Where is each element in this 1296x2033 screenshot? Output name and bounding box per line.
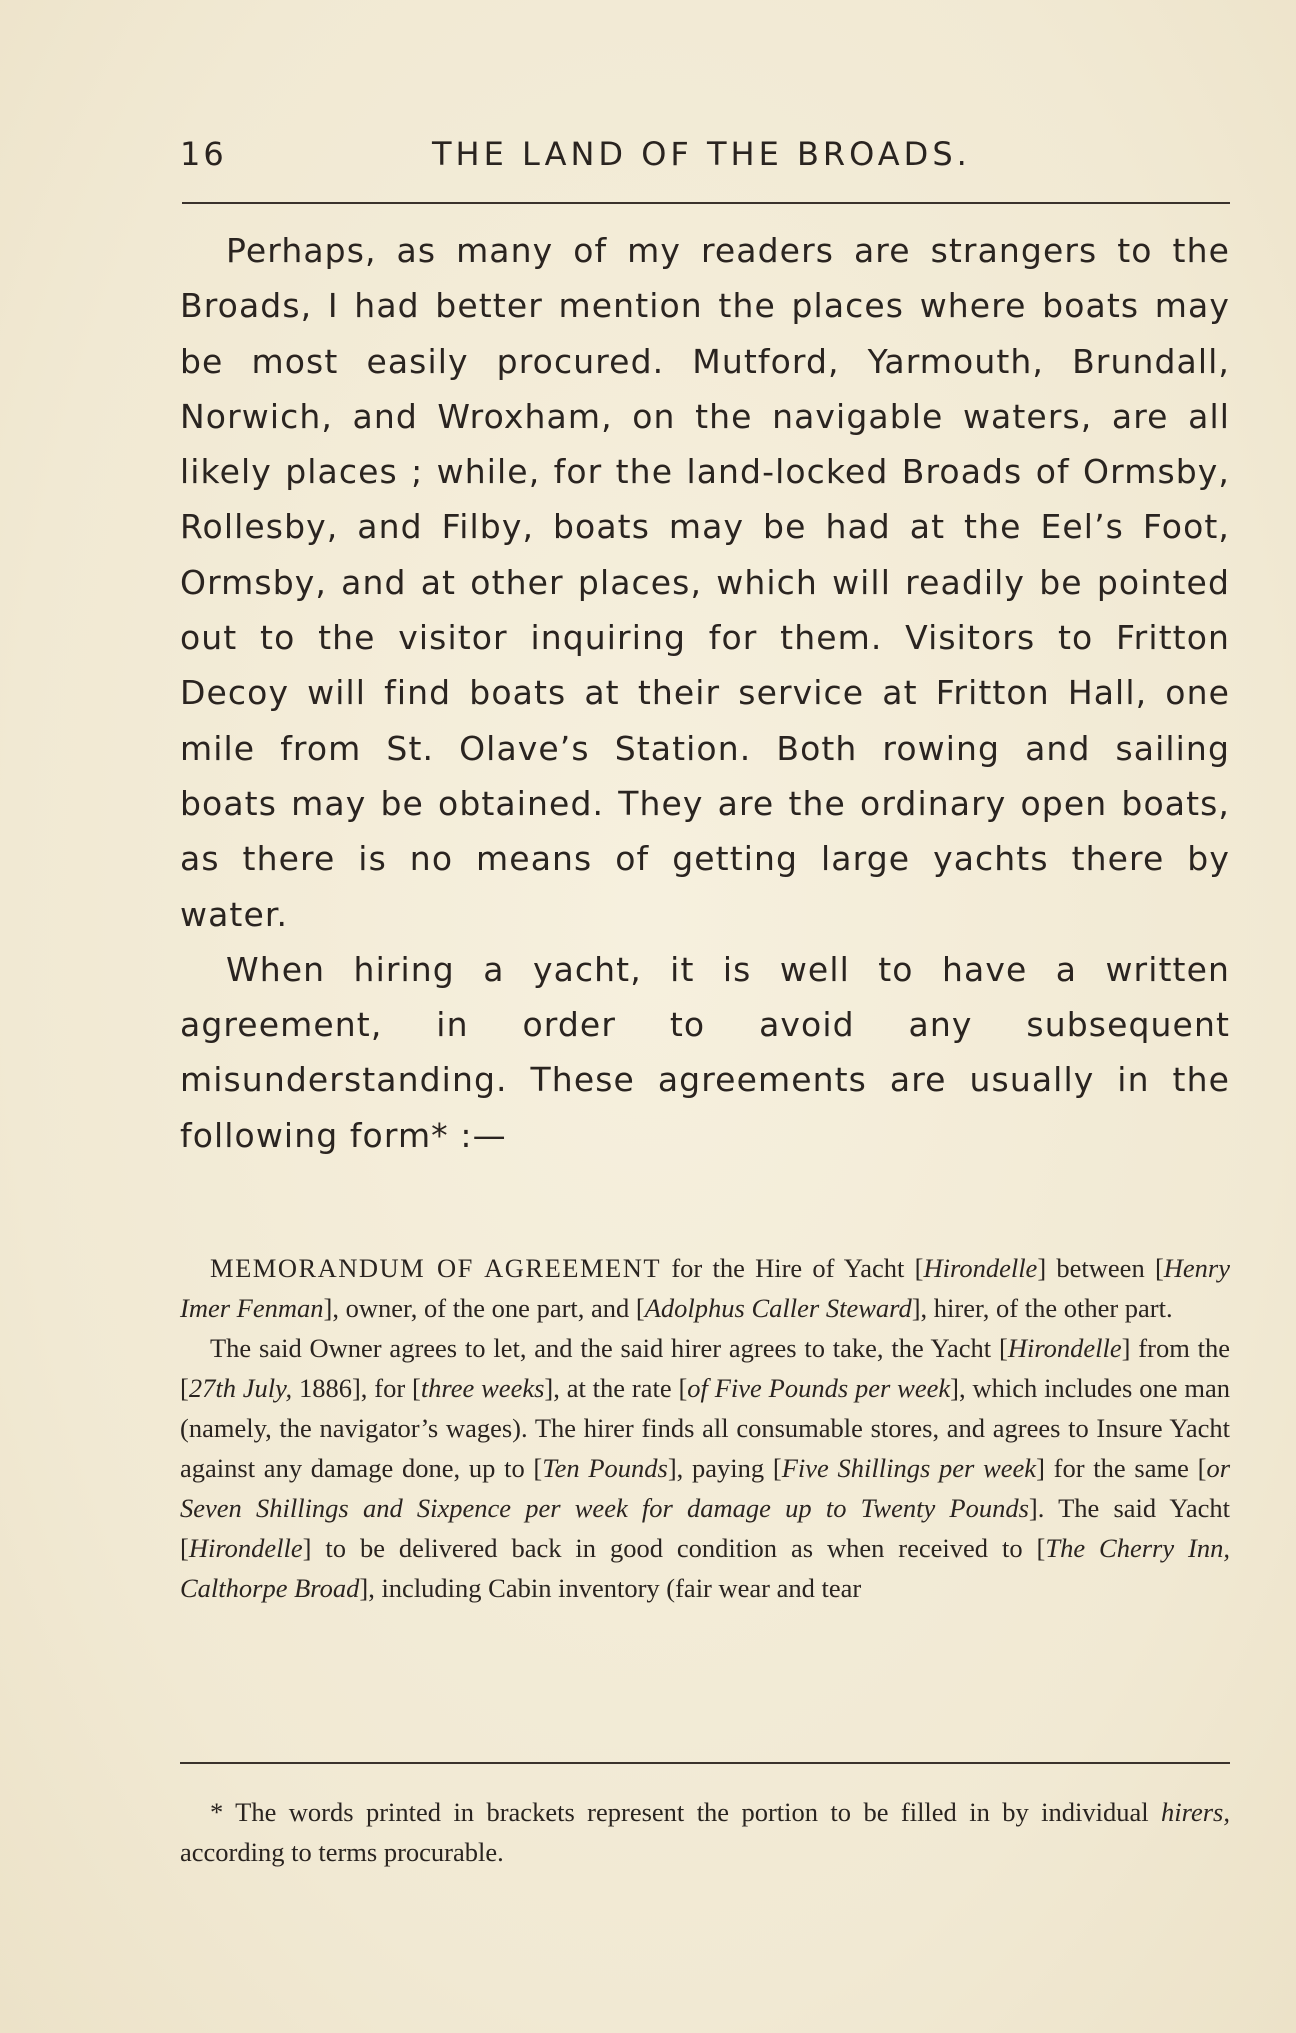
memo-text: ] to be delivered back in good condition as when received to [ [302,1533,1046,1563]
footnote-text [180,1792,1230,1872]
paragraph: Perhaps, as many of my readers are strangers to the Broads, I had better mention the places where boats may be most easily procured. Mutford, Yarmouth, Brundall, Norwich, and Wroxham, on the navigable waters, are all likely places ; while, for the land-locked Broads of Ormsby, Rollesby, and Filby, boats may be had at the Eel’s Foot, Ormsby, and at other places, which will readily be pointed out to the visitor inquiring for them. Visitors to Fritton Decoy will find boats at their service at Fritton Hall, one mile from St. Olave’s Station. Both rowing and sailing boats may be obtained. They are the ordinary open boats, as there is no means of getting large yachts there by water. [180,231,1230,934]
paragraph: When hiring a yacht, it is well to have a written agreement, in order to avoid any subsequent misunderstanding. These agreements are usually in the following form* :— [180,949,1230,1155]
memo-blank-rate: of Five Pounds per week [687,1373,951,1403]
memo-blank-yacht: Hirondelle [188,1533,303,1563]
footnote-emphasis: hirers, [1161,1797,1230,1827]
memo-blank-payment: Five Shillings per week [781,1453,1037,1483]
memorandum-paragraph [180,1248,1230,1328]
memo-text: ], which includes one man (namely, the navigator’s wages). The hirer finds all consumable stores, and agrees to Insure Yacht against any damage done, up to [ [180,1373,1230,1483]
memo-text: The said Owner agrees to let, and the said hirer agrees to take, the Yacht [ [210,1333,1008,1363]
memo-text: for the Hire of Yacht [ [661,1253,924,1283]
main-text [180,223,1230,1163]
running-title: THE LAND OF THE BROADS. [432,135,971,173]
memorandum-of-agreement [180,1248,1230,1608]
page-number: 16 [180,135,227,173]
footnote-part: * The words printed in brackets represent the portion to be filled in by individual [210,1797,1162,1827]
memo-text: ], at the rate [ [544,1373,688,1403]
memo-text: ]. The said Yacht [ [180,1493,1231,1563]
memorandum-heading: MEMORANDUM OF AGREEMENT [210,1253,662,1283]
memorandum-paragraph [180,1328,1230,1608]
memo-text: ], including Cabin inventory (fair wear and tear [359,1573,862,1603]
memo-text: ], paying [ [667,1453,782,1483]
memo-blank-owner: Henry Imer Fenman [180,1253,1231,1323]
memo-blank-yacht: Hirondelle [923,1253,1038,1283]
memo-text: ], owner, of the one part, and [ [323,1293,645,1323]
memo-text: ] between [ [1037,1253,1164,1283]
memo-blank-yacht: Hirondelle [1007,1333,1122,1363]
footnote [180,1792,1230,1872]
footnote-rule [180,1762,1230,1764]
footnote-part: according to terms procurable. [180,1837,504,1867]
memo-blank-date: 27th July, [188,1373,293,1403]
memo-blank-hirer: Adolphus Caller Steward [644,1293,912,1323]
memo-text: ] from the [ [180,1333,1230,1403]
memo-text: ] for the same [ [1036,1453,1207,1483]
memo-blank-alternative: or Seven Shillings and Sixpence per week for damage up to Twenty Pounds [180,1453,1231,1523]
memo-text: ], hirer, of the other part. [911,1293,1173,1323]
memo-blank-place: The Cherry Inn, Calthorpe Broad [180,1533,1230,1603]
memo-blank-duration: three weeks [420,1373,545,1403]
header-rule [182,202,1230,204]
page-header [180,135,1230,185]
memo-blank-insure: Ten Pounds [542,1453,668,1483]
memo-text: 1886], for [ [292,1373,421,1403]
